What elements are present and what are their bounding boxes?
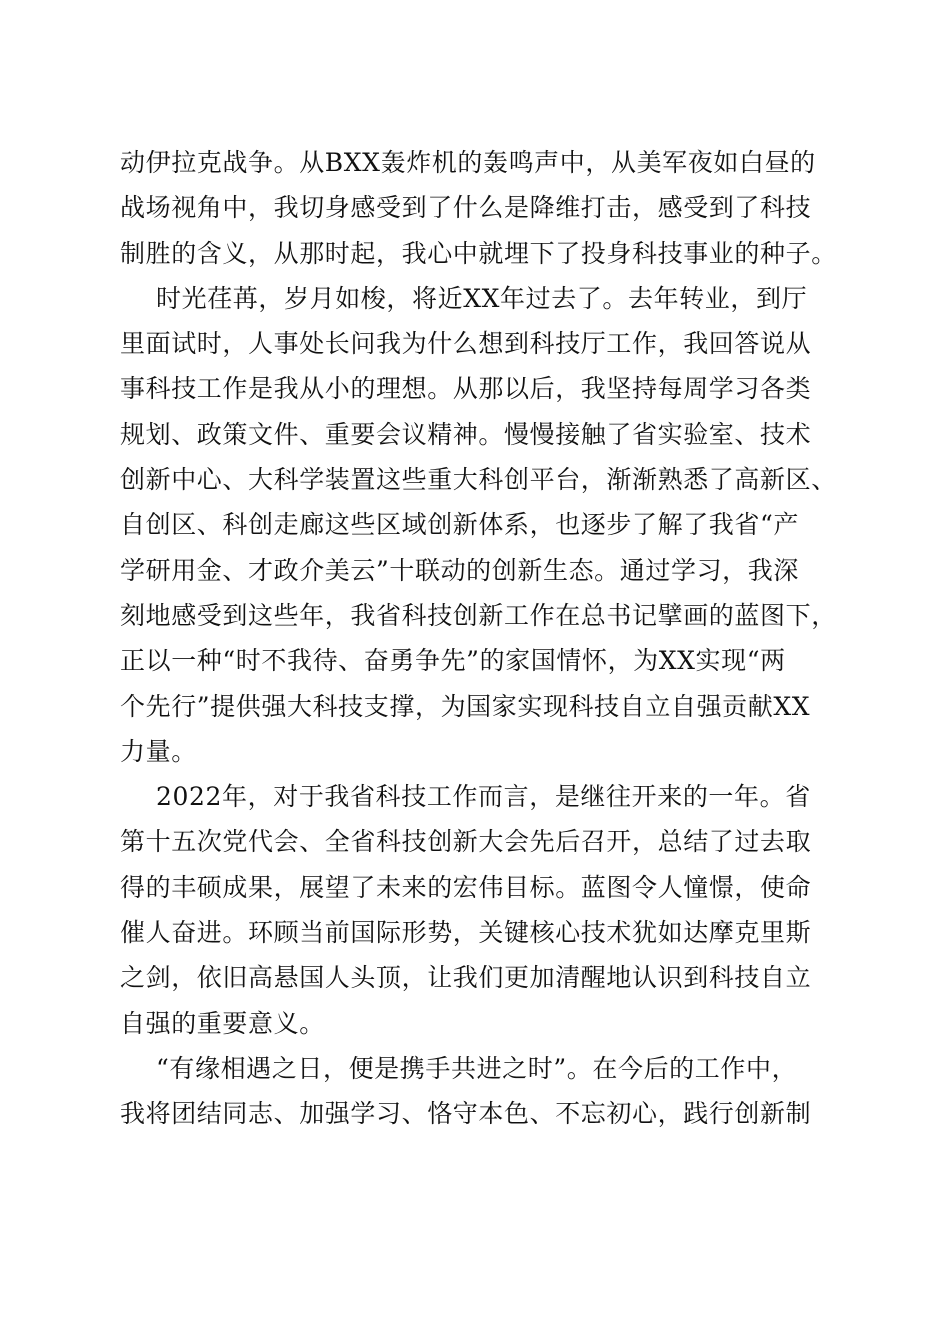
text-line: 得的丰硕成果，展望了未来的宏伟目标。蓝图令人憧憬，使命 [120,872,812,902]
text-line: 创新中心、大科学装置这些重大科创平台，渐渐熟悉了高新区、 [120,465,837,495]
text-line: 力量。 [120,736,197,766]
text-line: 学研用金、才政介美云”十联动的创新生态。通过学习，我深 [120,555,799,585]
text-line: 催人奋进。环顾当前国际形势，关键核心技术犹如达摩克里斯 [120,918,812,948]
text-line: 动伊拉克战争。从BXX轰炸机的轰鸣声中，从美军夜如白昼的 [120,148,816,177]
text-line: 制胜的含义，从那时起，我心中就埋下了投身科技事业的种子。 [120,238,837,268]
text-line: 正以一种“时不我待、奋勇争先”的家国情怀，为XX实现“两 [120,646,786,676]
body-text [120,140,840,1137]
text-line: 自强的重要意义。 [120,1008,325,1038]
text-line: 规划、政策文件、重要会议精神。慢慢接触了省实验室、技术 [120,419,812,449]
text-line: 里面试时，人事处长问我为什么想到科技厅工作，我回答说从 [120,329,812,359]
text-line: 我将团结同志、加强学习、恪守本色、不忘初心，践行创新制 [120,1099,812,1129]
text-line: 刻地感受到这些年，我省科技创新工作在总书记擘画的蓝图下， [120,600,837,630]
text-line: 战场视角中，我切身感受到了什么是降维打击，感受到了科技 [120,193,812,223]
text-line: 个先行”提供强大科技支撑，为国家实现科技自立自强贡献XX [120,691,811,721]
paragraph-first-line: 2022年，对于我省科技工作而言，是继往开来的一年。省 [156,782,811,812]
paragraph-first-line: 时光荏苒，岁月如梭，将近XX年过去了。去年转业，到厅 [156,283,808,313]
paragraph-first-line: “有缘相遇之日，便是携手共进之时”。在今后的工作中， [156,1053,798,1083]
text-line: 第十五次党代会、全省科技创新大会先后召开，总结了过去取 [120,827,812,857]
text-line: 自创区、科创走廊这些区域创新体系，也逐步了解了我省“产 [120,510,799,540]
text-line: 之剑，依旧高悬国人头顶，让我们更加清醒地认识到科技自立 [120,963,812,993]
text-line: 事科技工作是我从小的理想。从那以后，我坚持每周学习各类 [120,374,812,404]
